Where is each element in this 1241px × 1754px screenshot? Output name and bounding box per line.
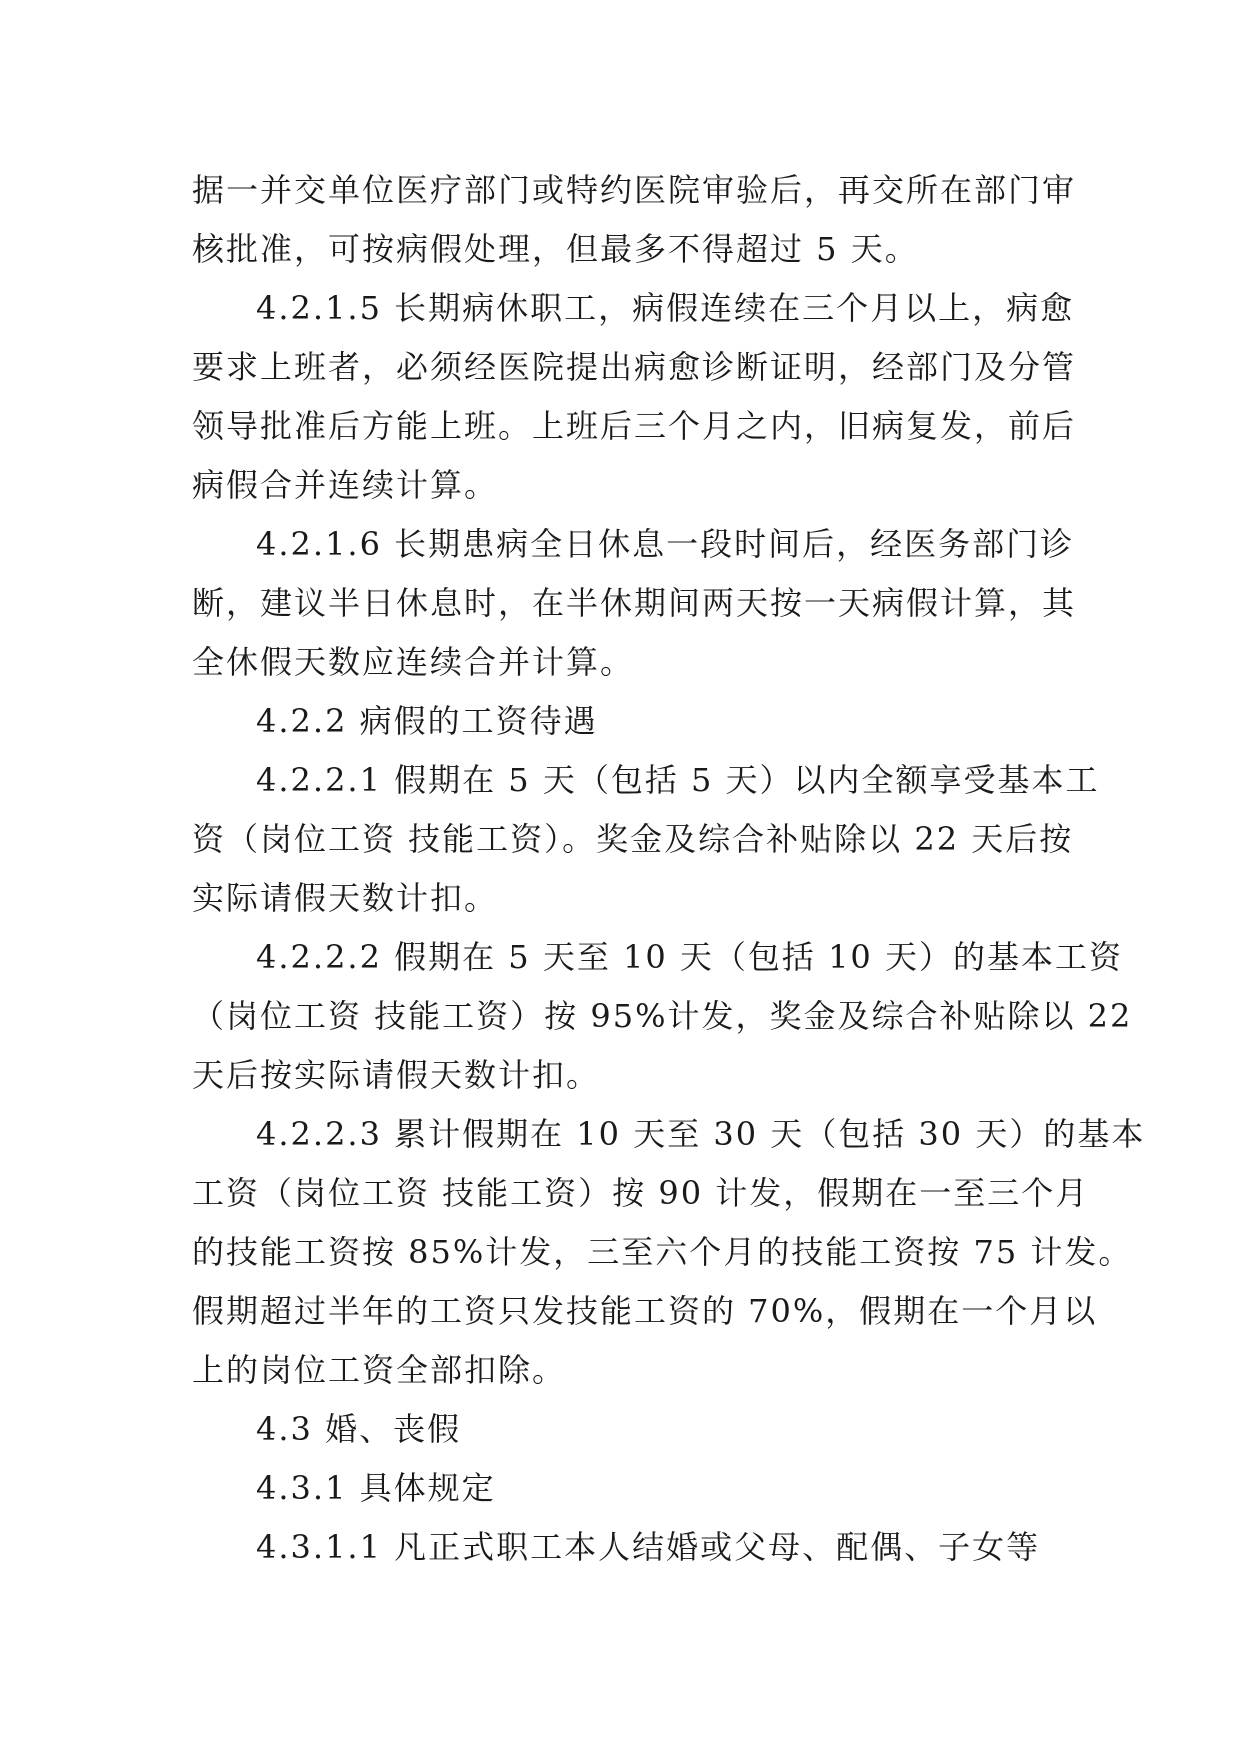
text-line: 实际请假天数计扣。 xyxy=(192,879,499,917)
clause-4-3-1-1: 4.3.1.1 凡正式职工本人结婚或父母、配偶、子女等 xyxy=(256,1528,1041,1566)
text-line: 工资（岗位工资 技能工资）按 90 计发，假期在一至三个月 xyxy=(192,1174,1090,1212)
clause-4-2-2-1: 4.2.2.1 假期在 5 天（包括 5 天）以内全额享受基本工 xyxy=(256,761,1100,799)
text-line: 假期超过半年的工资只发技能工资的 70%，假期在一个月以 xyxy=(192,1292,1098,1330)
text-line: 病假合并连续计算。 xyxy=(192,466,499,504)
clause-4-2-1-5: 4.2.1.5 长期病休职工，病假连续在三个月以上，病愈 xyxy=(256,289,1075,327)
text-line: 领导批准后方能上班。上班后三个月之内，旧病复发，前后 xyxy=(192,407,1077,445)
clause-4-2-1-6: 4.2.1.6 长期患病全日休息一段时间后，经医务部门诊 xyxy=(256,525,1075,563)
text-line: 天后按实际请假天数计扣。 xyxy=(192,1056,601,1094)
text-line: 断，建议半日休息时，在半休期间两天按一天病假计算，其 xyxy=(192,584,1077,622)
text-line: 核批准，可按病假处理，但最多不得超过 5 天。 xyxy=(192,230,919,268)
section-heading-4-3: 4.3 婚、丧假 xyxy=(256,1410,462,1448)
text-line: 要求上班者，必须经医院提出病愈诊断证明，经部门及分管 xyxy=(192,348,1077,386)
section-heading-4-2-2: 4.2.2 病假的工资待遇 xyxy=(256,702,598,740)
section-heading-4-3-1: 4.3.1 具体规定 xyxy=(256,1469,496,1507)
clause-4-2-2-3: 4.2.2.3 累计假期在 10 天至 30 天（包括 30 天）的基本 xyxy=(256,1115,1146,1153)
text-line: 据一并交单位医疗部门或特约医院审验后，再交所在部门审 xyxy=(192,171,1077,209)
text-line: （岗位工资 技能工资）按 95%计发，奖金及综合补贴除以 22 xyxy=(192,997,1133,1035)
text-line: 资（岗位工资 技能工资）。奖金及综合补贴除以 22 天后按 xyxy=(192,820,1074,858)
clause-4-2-2-2: 4.2.2.2 假期在 5 天至 10 天（包括 10 天）的基本工资 xyxy=(256,938,1123,976)
document-body xyxy=(192,161,1146,1577)
text-line: 上的岗位工资全部扣除。 xyxy=(192,1351,567,1389)
text-line: 全休假天数应连续合并计算。 xyxy=(192,643,635,681)
text-line: 的技能工资按 85%计发，三至六个月的技能工资按 75 计发。 xyxy=(192,1233,1133,1271)
